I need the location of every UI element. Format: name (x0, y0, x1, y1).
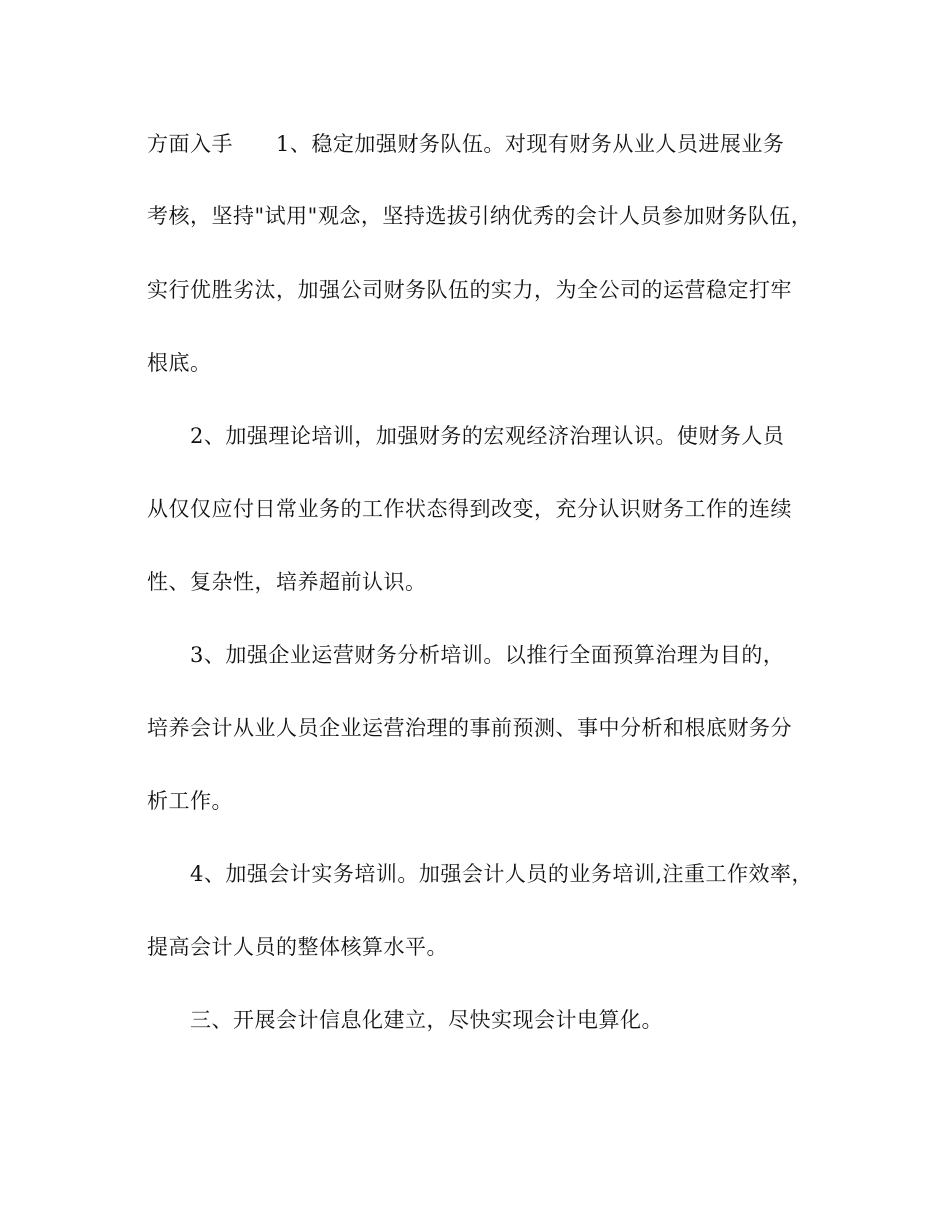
text-line: 提高会计人员的整体核算水平。 (147, 935, 448, 959)
text-line: 析工作。 (147, 789, 233, 813)
text-line: 考核，坚持"试用"观念，坚持选拔引纳优秀的会计人员参加财务队伍， (147, 204, 813, 228)
text-line: 性、复杂性，培养超前认识。 (147, 570, 427, 594)
text-line: 三、开展会计信息化建立，尽快实现会计电算化。 (190, 1008, 663, 1032)
text-line: 从仅仅应付日常业务的工作状态得到改变，充分认识财务工作的连续 (147, 497, 792, 521)
text-line: 实行优胜劣汰，加强公司财务队伍的实力，为全公司的运营稳定打牢 (147, 278, 792, 302)
text-line: 4、加强会计实务培训。加强会计人员的业务培训,注重工作效率， (190, 862, 814, 886)
text-line: 根底。 (147, 351, 212, 375)
text-line: 3、加强企业运营财务分析培训。以推行全面预算治理为目的， (190, 643, 785, 667)
text-line: 方面入手 1、稳定加强财务队伍。对现有财务从业人员进展业务 (147, 132, 785, 156)
text-line: 培养会计从业人员企业运营治理的事前预测、事中分析和根底财务分 (147, 716, 792, 740)
text-line: 2、加强理论培训，加强财务的宏观经济治理认识。使财务人员 (190, 424, 785, 448)
